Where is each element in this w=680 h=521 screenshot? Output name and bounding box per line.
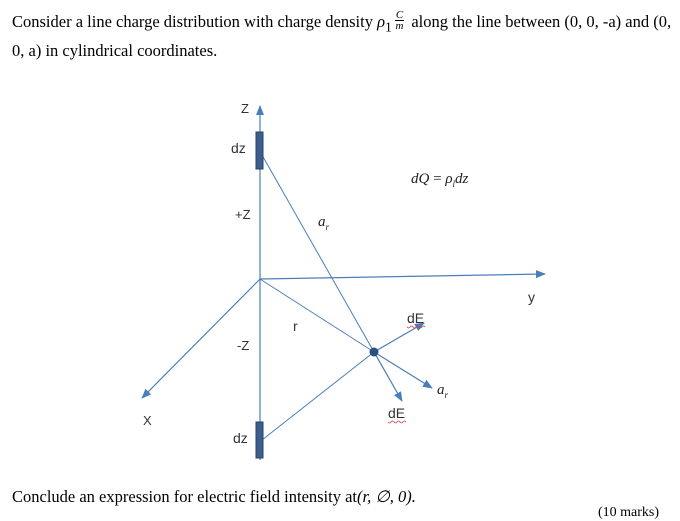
intro-text: Consider a line charge distribution with charge density [12, 12, 378, 31]
observation-point [370, 348, 379, 357]
rho-symbol: ρ [377, 12, 385, 31]
intro-text-continued: along the line between (0, 0, -a) and (0, 0, a) in cylindrical coordinates. [12, 12, 672, 61]
marks-cutoff: (10 marks) [598, 505, 660, 520]
z-axis-label: Z [241, 101, 249, 116]
dQ-equation: dQ = $\rho_ldz$ [411, 171, 469, 189]
plus-z-label: +Z [235, 207, 251, 222]
dE-vector-upper [374, 323, 424, 352]
r-label: r [293, 318, 298, 334]
radial-line-r [260, 279, 374, 352]
y-axis-label: y [528, 289, 535, 305]
dE-lower-label: dE [388, 405, 406, 421]
ar-top-label: $a_r$ [318, 214, 330, 232]
spellcheck-underline-lower [388, 421, 406, 423]
dz-bottom-label: dz [233, 430, 248, 446]
question-text: Conclude an expression for electric field intensity at(r, ∅, 0). [12, 487, 416, 506]
ar-right-label: $a_r$ [437, 382, 449, 400]
minus-z-label: -Z [237, 338, 250, 353]
rho-subscript: 1 [384, 19, 392, 35]
y-axis [260, 274, 545, 279]
fraction-numerator: C [395, 8, 404, 21]
evaluation-point: (r, ∅, 0). [357, 487, 416, 506]
ar-vector-right [374, 352, 432, 388]
x-axis-label: X [143, 413, 152, 428]
line-bottom-charge-to-point [262, 352, 374, 440]
dz-top-label: dz [231, 140, 246, 156]
fraction-denominator: m [395, 19, 404, 32]
dz-charge-top [256, 132, 263, 169]
line-top-charge-to-point [262, 155, 374, 352]
dE-upper-label: dE [407, 310, 425, 326]
dz-charge-bottom [256, 422, 263, 458]
dE-vector-lower [374, 352, 402, 401]
